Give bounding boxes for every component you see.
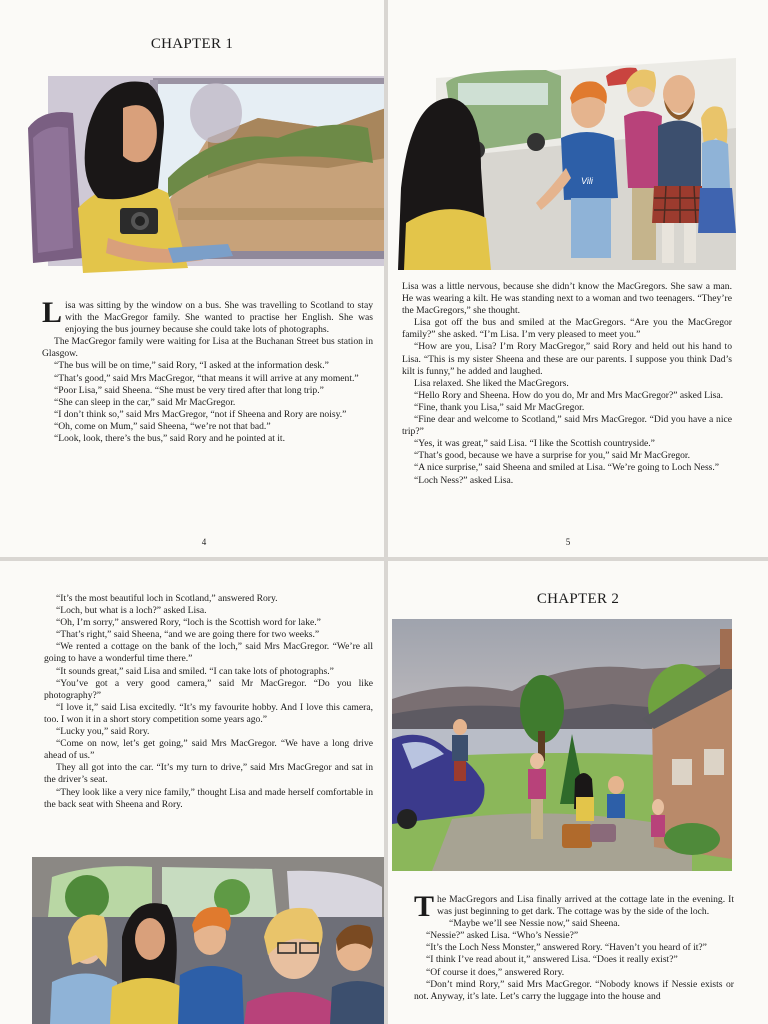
page-6: [0, 561, 384, 1024]
page-7-text: [414, 890, 734, 1003]
drop-cap: L: [42, 296, 63, 329]
paragraph: “That’s good, because we have a surprise for you,” said Mr MacGregor.: [414, 450, 690, 462]
illustration-arriving-at-cottage: [392, 619, 732, 871]
paragraph: “Fine, thank you Lisa,” said Mr MacGregor.: [414, 401, 585, 413]
paragraph: “Come on now, let’s get going,” said Mrs MacGregor. “We have a long drive ahead of us.”: [44, 738, 373, 762]
paragraph: “I love it,” said Lisa excitedly. “It’s my favourite hobby. And I love this camera, too. I won it in a short story competition some years ago.”: [44, 701, 373, 725]
paragraph: “We rented a cottage on the bank of the loch,” said Mrs MacGregor. “We’re all going to have a wonderful time there.”: [44, 641, 373, 665]
paragraph: Lisa was a little nervous, because she didn’t know the MacGregors. She saw a man. He was wearing a kilt. He was standing next to a woman and two teenagers. “They’re the MacGregors,” she thought.: [402, 281, 732, 317]
chapter-heading: CHAPTER 2: [536, 591, 620, 607]
paragraph: “Hello Rory and Sheena. How do you do, Mr and Mrs MacGregor?” asked Lisa.: [414, 389, 724, 401]
paragraph: “Of course it does,” answered Rory.: [426, 966, 565, 978]
paragraph: “Loch Ness?” asked Lisa.: [414, 474, 514, 486]
paragraph: “It’s the most beautiful loch in Scotland,” answered Rory.: [56, 593, 278, 604]
paragraph: Lisa relaxed. She liked the MacGregors.: [414, 377, 569, 389]
paragraph: “I think I’ve read about it,” answered Lisa. “Does it really exist?”: [426, 954, 678, 966]
paragraph: “She can sleep in the car,” said Mr MacGregor.: [54, 396, 236, 408]
paragraph: isa was sitting by the window on a bus. She was travelling to Scotland to stay with the MacGregor family. She wanted to practise her English. She was enjoying the bus journey because she could take lots of photographs.: [65, 300, 373, 336]
paragraph: “I don’t think so,” said Mrs MacGregor, “not if Sheena and Rory are noisy.”: [54, 408, 347, 420]
paragraph: “Don’t mind Rory,” said Mrs MacGregor. “Nobody knows if Nessie exists or not. Anyway, it’s late. Let’s carry the luggage into the house and: [414, 978, 734, 1002]
paragraph: The MacGregor family were waiting for Lisa at the Buchanan Street bus station in Glasgow.: [42, 336, 373, 360]
paragraph: “You’ve got a very good camera,” said Mr MacGregor. “Do you like photography?”: [44, 677, 373, 701]
illustration-lisa-on-bus: [28, 68, 384, 280]
page-4: [0, 0, 384, 557]
page-5: [388, 0, 768, 557]
chapter-heading: CHAPTER 1: [150, 36, 234, 52]
paragraph: “That’s good,” said Mrs MacGregor, “that means it will arrive at any moment.”: [54, 372, 359, 384]
paragraph: “How are you, Lisa? I’m Rory MacGregor,” said Rory and held out his hand to Lisa. “This is my sister Sheena and these are our parents. I suppose you think Dad’s kilt is funny,” he added and laughed.: [402, 341, 732, 377]
paragraph: “A nice surprise,” said Sheena and smiled at Lisa. “We’re going to Loch Ness.”: [414, 462, 720, 474]
paragraph: he MacGregors and Lisa finally arrived at the cottage late in the evening. It was just beginning to get dark. The cottage was by the side of the loch.: [437, 894, 734, 918]
paragraph: “The bus will be on time,” said Rory, “I asked at the information desk.”: [54, 360, 329, 372]
page-5-text: [402, 281, 732, 487]
paragraph: “Oh, I’m sorry,” answered Rory, “loch is the Scottish word for lake.”: [56, 617, 321, 629]
paragraph: “Oh, come on Mum,” said Sheena, “we’re not that bad.”: [54, 420, 271, 432]
drop-cap: T: [414, 890, 435, 923]
page-number: 4: [201, 537, 207, 547]
paragraph: “It sounds great,” said Lisa and smiled. “I can take lots of photographs.”: [56, 665, 334, 677]
paragraph: “That’s right,” said Sheena, “and we are going there for two weeks.”: [56, 629, 320, 641]
paragraph: “Nessie?” asked Lisa. “Who’s Nessie?”: [426, 930, 579, 942]
paragraph: “Poor Lisa,” said Sheena. “She must be very tired after that long trip.”: [54, 384, 324, 396]
page-6-text: [44, 593, 373, 811]
paragraph: “It’s the Loch Ness Monster,” answered Rory. “Haven’t you heard of it?”: [426, 942, 707, 954]
illustration-family-in-car: [32, 857, 384, 1024]
paragraph: “Yes, it was great,” said Lisa. “I like the Scottish countryside.”: [414, 438, 655, 450]
paragraph: “Look, look, there’s the bus,” said Rory and he pointed at it.: [54, 433, 285, 445]
paragraph: “Loch, but what is a loch?” asked Lisa.: [56, 605, 207, 617]
page-4-text: [42, 296, 373, 445]
paragraph: They all got into the car. “It’s my turn to drive,” said Mrs MacGregor and sat in the driver’s seat.: [44, 762, 373, 786]
illustration-meeting-macgregors: [396, 38, 736, 270]
paragraph: Lisa got off the bus and smiled at the MacGregors. “Are you the MacGregor family?” she asked. “I’m Lisa. I’m very pleased to meet you.”: [402, 317, 732, 341]
paragraph: “Maybe we’ll see Nessie now,” said Sheena.: [449, 918, 620, 930]
paragraph: “Lucky you,” said Rory.: [56, 726, 150, 738]
shirt-text: Vili: [581, 176, 593, 186]
paragraph: “Fine dear and welcome to Scotland,” said Mrs MacGregor. “Did you have a nice trip?”: [402, 414, 732, 438]
page-number: 5: [565, 537, 571, 547]
page-7: [388, 561, 768, 1024]
paragraph: “They look like a very nice family,” thought Lisa and made herself comfortable in the back seat with Sheena and Rory.: [44, 786, 373, 810]
